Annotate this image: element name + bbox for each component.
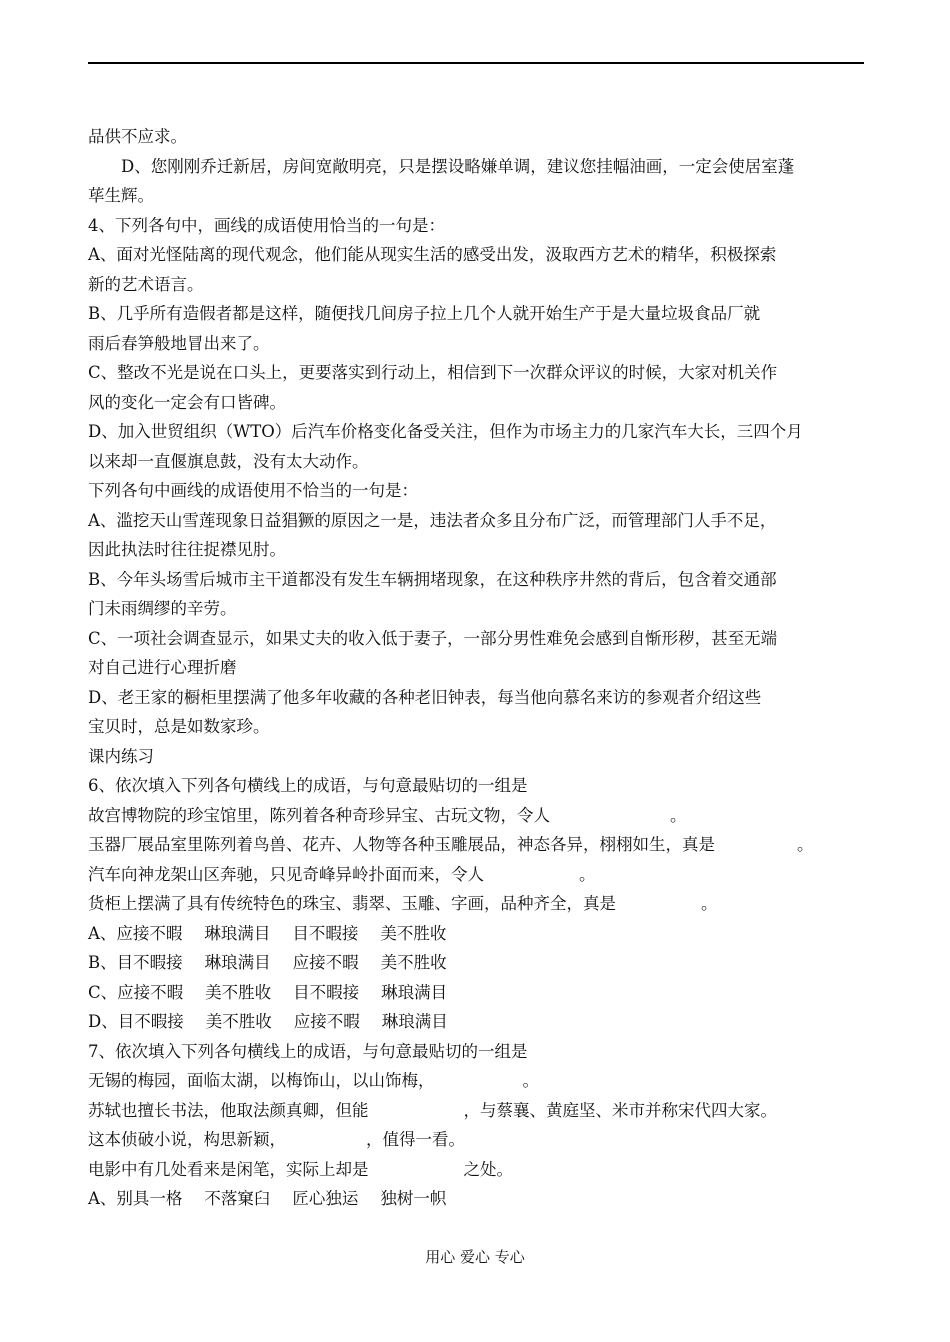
sentence-end: 之处。 [463,1159,513,1179]
q6-option-c [88,978,868,1008]
option-choice: B、目不暇接 [88,953,183,972]
option-idiom: 琳琅满目 [381,1012,448,1031]
text-line: 新的艺术语言。 [88,274,204,294]
option-idiom: 不落窠臼 [204,1189,271,1208]
text-line: 品供不应求。 [88,127,187,146]
q5-option-d: D、老王家的橱柜里摆满了他多年收藏的各种老旧钟表，每当他向慕名来访的参观者介绍这些 [88,687,762,707]
text-line: 宝贝时，总是如数家珍。 [88,717,270,736]
option-d-line: D、您刚刚乔迁新居，房间宽敞明亮，只是摆设略嫌单调，建议您挂幅油画，一定会使居室蓬 [121,156,795,176]
q4-option-b: B、几乎所有造假者都是这样，随便找几间房子拉上几个人就开始生产于是大量垃圾食品厂就 [88,304,761,323]
option-choice: A、别具一格 [88,1189,183,1208]
option-idiom: 目不暇接 [292,923,359,943]
q6-sentence-1 [88,801,868,831]
header-rule [88,62,864,64]
q7-sentence-2 [88,1096,868,1126]
option-idiom: 独树一帜 [380,1189,447,1208]
sentence-end: ，与蔡襄、黄庭坚、米市并称宋代四大家。 [463,1100,777,1120]
sentence-text: 电影中有几处看来是闲笔，实际上却是 [88,1159,369,1179]
question-6: 6、依次填入下列各句横线上的成语，与句意最贴切的一组是 [88,776,528,795]
sentence-end: 。 [522,1071,539,1090]
text-line: 对自己进行心理折磨 [88,658,237,677]
sentence-text: 故宫博物院的珍宝馆里，陈列着各种奇珍异宝、古玩文物，令人 [88,805,550,825]
q6-sentence-3 [88,860,868,890]
sentence-text: 这本侦破小说，构思新颖， [88,1130,286,1149]
option-idiom: 美不胜收 [380,923,447,943]
q6-option-d [88,1007,868,1037]
sentence-text: 玉器厂展品室里陈列着鸟兽、花卉、人物等各种玉雕展品，神态各异，栩栩如生，真是 [88,835,715,854]
sentence-text: 货柜上摆满了具有传统特色的珠宝、翡翠、玉雕、字画，品种齐全，真是 [88,894,616,913]
option-choice: D、目不暇接 [88,1012,184,1031]
q6-option-b [88,948,868,978]
option-idiom: 琳琅满目 [381,982,448,1002]
sentence-end: ，值得一看。 [366,1130,465,1149]
q4-option-d: D、加入世贸组织（WTO）后汽车价格变化备受关注，但作为市场主力的几家汽车大长，三四个月 [88,422,803,441]
sentence-end: 。 [797,835,814,854]
q6-option-a [88,919,868,949]
q7-option-a [88,1184,868,1214]
document-body [88,122,868,1214]
q5-option-c: C、一项社会调查显示，如果丈夫的收入低于妻子，一部分男性难免会感到自惭形秽，甚至无端 [88,628,778,648]
sentence-end: 。 [670,805,687,825]
option-idiom: 匠心独运 [292,1189,359,1208]
text-line: 以来却一直偃旗息鼓，没有太大动作。 [88,451,369,471]
q6-sentence-4 [88,889,868,919]
sentence-end: 。 [579,864,596,884]
q4-option-c: C、整改不光是说在口头上，更要落实到行动上，相信到下一次群众评议的时候，大家对机关作 [88,363,778,382]
option-idiom: 应接不暇 [292,953,359,972]
question-4: 4、下列各句中，画线的成语使用恰当的一句是： [88,215,445,235]
q4-option-a: A、面对光怪陆离的现代观念，他们能从现实生活的感受出发，汲取西方艺术的精华，积极探索 [88,245,777,264]
q5-option-a: A、滥挖天山雪莲现象日益猖獗的原因之一是，违法者众多且分布广泛，而管理部门人手不足， [88,510,777,530]
option-idiom: 美不胜收 [380,953,447,972]
q5-option-b: B、今年头场雪后城市主干道都没有发生车辆拥堵现象，在这种秩序井然的背后，包含着交通部 [88,569,777,589]
q6-sentence-2 [88,830,868,860]
sentence-text: 汽车向神龙架山区奔驰，只见奇峰异岭扑面而来，令人 [88,864,484,884]
option-choice: C、应接不暇 [88,982,184,1002]
page-footer: 用心 爱心 专心 [425,1248,525,1266]
option-idiom: 美不胜收 [205,1012,272,1031]
text-line: 风的变化一定会有口皆碑。 [88,392,286,412]
option-idiom: 琳琅满目 [204,923,271,943]
text-line: 雨后春笋般地冒出来了。 [88,333,270,353]
sentence-text: 无锡的梅园，面临太湖，以梅饰山，以山饰梅， [88,1071,435,1090]
option-idiom: 美不胜收 [205,982,272,1002]
section-heading: 课内练习 [88,746,154,766]
q7-sentence-3 [88,1125,868,1155]
option-idiom: 目不暇接 [293,982,360,1002]
sentence-text: 苏轼也擅长书法，他取法颜真卿，但能 [88,1100,369,1120]
text-line: 因此执法时往往捉襟见肘。 [88,540,286,559]
text-line: 门未雨绸缪的辛劳。 [88,599,237,618]
question-5: 下列各句中画线的成语使用不恰当的一句是： [88,481,418,500]
sentence-end: 。 [701,894,718,913]
q7-sentence-4 [88,1155,868,1185]
option-idiom: 应接不暇 [293,1012,360,1031]
option-choice: A、应接不暇 [88,923,183,943]
option-idiom: 琳琅满目 [204,953,271,972]
text-line: 荜生辉。 [88,186,154,205]
q7-sentence-1 [88,1066,868,1096]
question-7: 7、依次填入下列各句横线上的成语，与句意最贴切的一组是 [88,1041,528,1061]
